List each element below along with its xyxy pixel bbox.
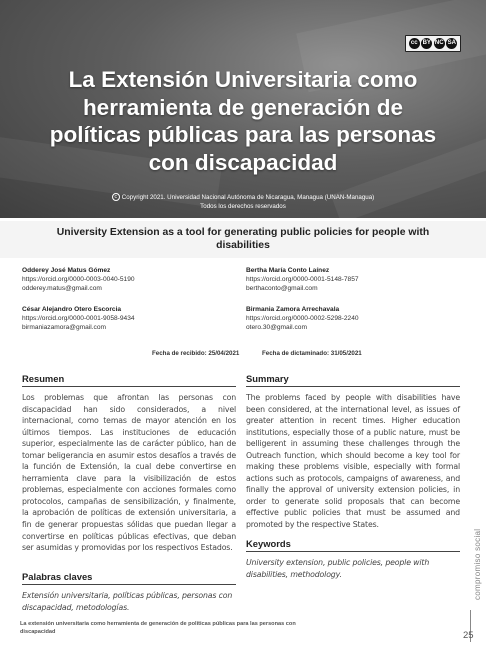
palabras-text: Extensión universitaria, políticas públicas, personas con discapacidad, metodologías. — [22, 591, 233, 612]
author-orcid[interactable]: https://orcid.org/0000-0003-0040-5190 — [22, 276, 135, 284]
creative-commons-badge[interactable] — [405, 35, 461, 52]
sa-icon: SA — [446, 38, 457, 49]
page-number: 25 — [463, 630, 474, 641]
author-email[interactable]: birmaniazamora@gmail.com — [22, 324, 107, 332]
author-orcid[interactable]: https://orcid.org/0000-0001-5148-7857 — [246, 276, 359, 284]
resumen-heading: Resumen — [22, 373, 65, 384]
resumen-text: Los problemas que afrontan las personas con discapacidad han sido considerados, a nivel internacional, como temas de mayor atención en los últimos tiempos. Las instituciones de educación superior, especialmente las de carácter público, han de tomar beligerancia en asumir estos desafíos a través de la función de Extensión, la cual debe convertirse en herramienta clave para la visibilización de estos problemas, especialmente con acciones formales como protocolos, campañas de sensibilización, y finalmente, la aprobación de políticas de extensión universitaria, a fin de generar propuestas sólidas que puedan llegar a convertirse en políticas públicas efectivas, que deban ser asumidas y promovidas por los respectivos Estados. — [22, 393, 236, 553]
summary-heading: Summary — [246, 373, 289, 384]
keywords-text: University extension, public policies, people with disabilities, methodology. — [246, 558, 430, 579]
keywords-rule — [246, 551, 460, 552]
header-banner — [0, 0, 486, 218]
article-title-es: La Extensión Universitaria como herramienta de generación de políticas públicas para las personas con discapacidad — [49, 67, 437, 175]
palabras-rule — [22, 584, 236, 585]
author-block — [246, 305, 466, 333]
author-name: Bertha María Conto Laínez — [246, 267, 330, 274]
summary-rule — [246, 386, 460, 387]
author-block — [22, 305, 232, 333]
author-name: Odderey José Matus Gómez — [22, 267, 111, 274]
resumen-rule — [22, 386, 236, 387]
running-footer: La extensión universitaria como herramienta de generación de políticas públicas para las personas con discapacidad — [20, 621, 296, 635]
copyright-icon: c — [112, 193, 120, 201]
keywords-heading: Keywords — [246, 538, 291, 549]
author-block — [22, 266, 232, 294]
by-icon: BY — [421, 38, 432, 49]
author-orcid[interactable]: https://orcid.org/0000-0002-5298-2240 — [246, 315, 359, 323]
author-name: César Alejandro Otero Escorcia — [22, 306, 122, 313]
summary-text: The problems faced by people with disabilities have been considered, at the international level, as issues of greater attention in recent times. Higher education institutions, especially those of a public nature, must be belligerent in assuming these challenges through the Outreach function, which should become a key tool for making these problems visible, especially with formal actions such as protocols, campaigns of awareness, and finally the approval of university extension policies, in order to generate solid proposals that can become effective public policies that must be assumed and promoted by the respective States. — [246, 393, 460, 530]
article-title-en: University Extension as a tool for generating public policies for people with disabilities — [0, 221, 486, 258]
date-accepted: Fecha de dictaminado: 31/05/2021 — [262, 350, 362, 357]
copyright-notice — [40, 193, 446, 211]
author-name: Birmania Zamora Arrechavala — [246, 306, 340, 313]
cc-icon: cc — [409, 38, 420, 49]
section-side-label: compromiso social — [473, 528, 482, 600]
author-email[interactable]: berthaconto@gmail.com — [246, 285, 318, 293]
copyright-line1: Copyright 2021. Universidad Nacional Autónoma de Nicaragua, Managua (UNAN-Managua) — [121, 194, 375, 201]
author-email[interactable]: odderey.matus@gmail.com — [22, 285, 102, 293]
author-email[interactable]: otero.30@gmail.com — [246, 324, 307, 332]
author-block — [246, 266, 466, 294]
copyright-line2: Todos los derechos reservados — [200, 203, 286, 210]
palabras-heading: Palabras claves — [22, 571, 93, 582]
author-orcid[interactable]: https://orcid.org/0000-0001-9058-9434 — [22, 315, 135, 323]
nc-icon: NC — [434, 38, 445, 49]
date-received: Fecha de recibido: 25/04/2021 — [152, 350, 240, 357]
